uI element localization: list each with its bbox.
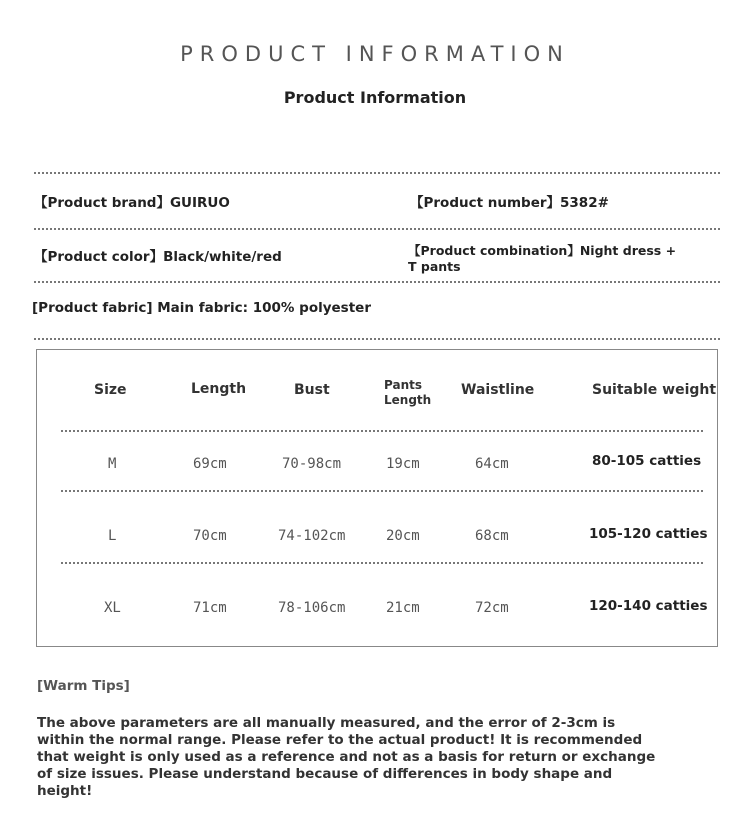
- cell-suitable-weight: 120-140 catties: [589, 598, 708, 614]
- product-combination-line2: T pants: [408, 259, 461, 274]
- cell-size: L: [108, 528, 117, 544]
- divider: [34, 338, 720, 340]
- header-waistline: Waistline: [461, 382, 535, 398]
- cell-pants-length: 19cm: [386, 456, 420, 472]
- divider: [34, 228, 720, 230]
- cell-waistline: 68cm: [475, 528, 509, 544]
- cell-pants-length: 21cm: [386, 600, 420, 616]
- cell-pants-length: 20cm: [386, 528, 420, 544]
- product-brand: 【Product brand】GUIRUO: [34, 195, 230, 211]
- product-combination-line1: 【Product combination】Night dress +: [408, 243, 677, 258]
- cell-length: 71cm: [193, 600, 227, 616]
- page-title: PRODUCT INFORMATION: [180, 42, 570, 66]
- cell-bust: 70-98cm: [282, 456, 342, 472]
- warm-tips-body: The above parameters are all manually measured, and the error of 2-3cm is within the normal range. Please refer to the actual product! It is recommended that weight is only used as a reference and not as a basis for return or exchange of size issues. Please understand because of differences in body shape and height!: [37, 715, 656, 799]
- cell-bust: 74-102cm: [278, 528, 346, 544]
- header-bust: Bust: [294, 382, 330, 398]
- cell-size: M: [108, 456, 117, 472]
- cell-length: 70cm: [193, 528, 227, 544]
- header-suitable-weight: Suitable weight: [592, 382, 717, 398]
- header-pants-length: [384, 378, 431, 408]
- header-length: Length: [191, 381, 247, 397]
- cell-suitable-weight: 105-120 catties: [589, 526, 708, 542]
- warm-tips-title: [Warm Tips]: [37, 678, 130, 694]
- header-pants-length-line1: Pants: [384, 378, 422, 392]
- cell-length: 69cm: [193, 456, 227, 472]
- row-divider: [61, 430, 703, 432]
- product-number: 【Product number】5382#: [410, 195, 609, 211]
- cell-suitable-weight: 80-105 catties: [592, 453, 702, 469]
- header-pants-length-line2: Length: [384, 393, 432, 407]
- product-combination: [408, 241, 676, 274]
- row-divider: [61, 562, 703, 564]
- cell-bust: 78-106cm: [278, 600, 346, 616]
- cell-waistline: 72cm: [475, 600, 509, 616]
- divider: [34, 281, 720, 283]
- cell-size: XL: [104, 600, 121, 616]
- header-size: Size: [94, 382, 127, 398]
- product-fabric: [Product fabric] Main fabric: 100% polyester: [32, 300, 371, 316]
- page-subtitle: Product Information: [283, 88, 467, 107]
- row-divider: [61, 490, 703, 492]
- cell-waistline: 64cm: [475, 456, 509, 472]
- divider: [34, 172, 720, 174]
- product-color: 【Product color】Black/white/red: [34, 249, 282, 265]
